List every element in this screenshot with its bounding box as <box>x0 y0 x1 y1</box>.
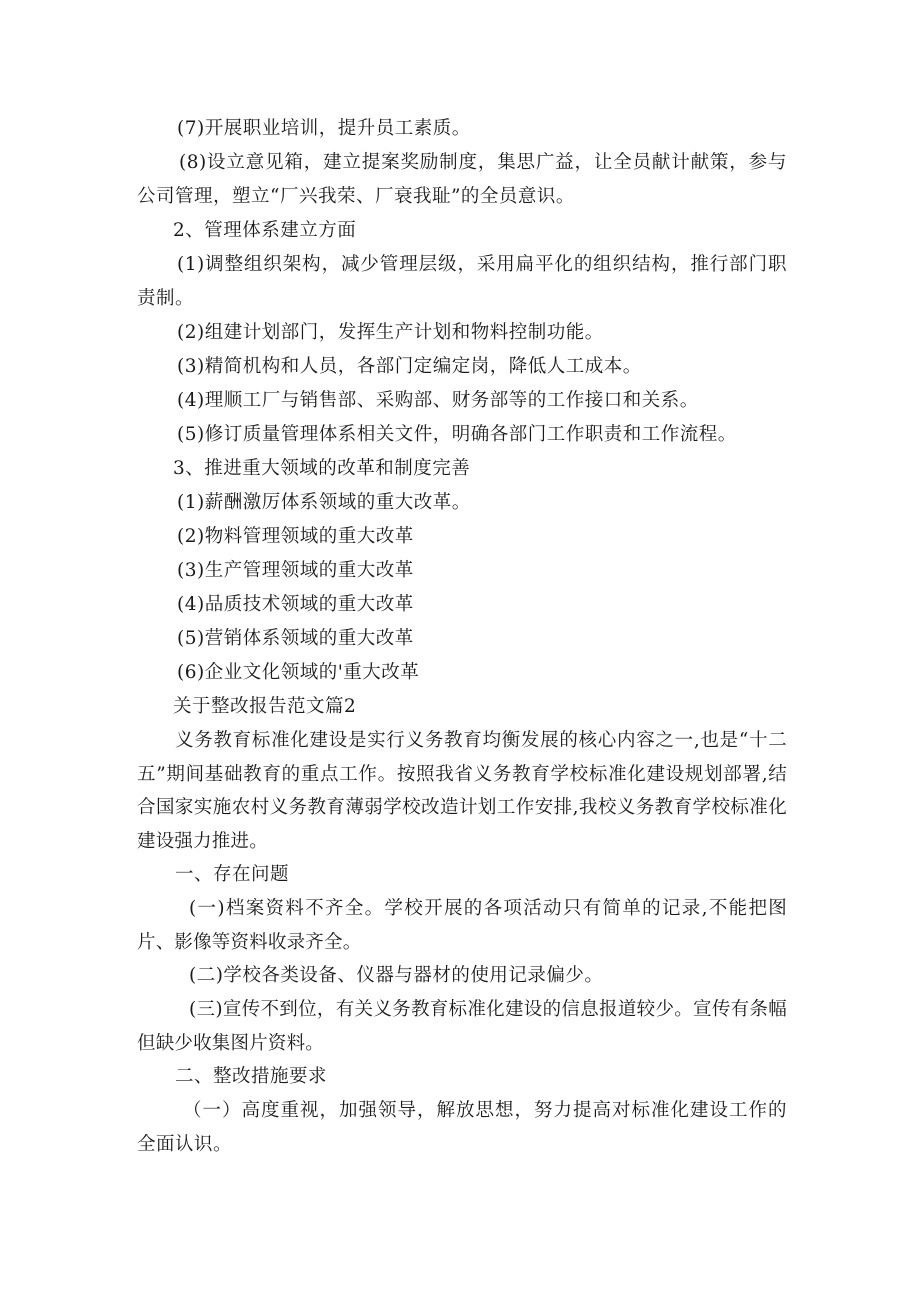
section-heading-existing-problems: 一、存在问题 <box>175 864 290 885</box>
measure-item-1: （一）高度重视，加强领导，解放思想，努力提高对标准化建设工作的全面认识。 <box>137 1100 787 1155</box>
intro-paragraph: 义务教育标准化建设是实行义务教育均衡发展的核心内容之一,也是“十二五”期间基础教育的重点工作。按照我省义务教育学校标准化建设规划部署,结合国家实施农村义务教育薄弱学校改造计划工作安排,我校义务教育学校标准化建设强力推进。 <box>137 730 787 852</box>
reform-item-2: (2)物料管理领域的重大改革 <box>177 526 414 547</box>
document-body <box>137 112 787 1162</box>
paragraph-item-3: (3)精简机构和人员，各部门定编定岗，降低人工成本。 <box>177 356 642 377</box>
problem-item-3: (三)宣传不到位，有关义务教育标准化建设的信息报道较少。宣传有条幅但缺少收集图片资料。 <box>137 999 787 1054</box>
paragraph-item-7: (7)开展职业培训，提升员工素质。 <box>177 118 471 139</box>
reform-item-3: (3)生产管理领域的重大改革 <box>177 560 414 581</box>
section-heading-rectification-measures: 二、整改措施要求 <box>175 1066 328 1087</box>
reform-item-4: (4)品质技术领域的重大改革 <box>177 594 414 615</box>
article-title-2: 关于整改报告范文篇2 <box>173 696 357 717</box>
reform-item-6: (6)企业文化领域的'重大改革 <box>177 662 420 683</box>
section-heading-major-reforms: 3、推进重大领域的改革和制度完善 <box>173 458 471 479</box>
section-heading-management-system: 2、管理体系建立方面 <box>173 220 357 241</box>
paragraph-item-5: (5)修订质量管理体系相关文件，明确各部门工作职责和工作流程。 <box>177 424 737 445</box>
reform-item-5: (5)营销体系领域的重大改革 <box>177 628 414 649</box>
paragraph-item-8: (8)设立意见箱，建立提案奖励制度，集思广益，让全员献计献策，参与公司管理，塑立“厂兴我荣、厂衰我耻”的全员意识。 <box>137 152 787 207</box>
paragraph-item-4: (4)理顺工厂与销售部、采购部、财务部等的工作接口和关系。 <box>177 390 699 411</box>
problem-item-2: (二)学校各类设备、仪器与器材的使用记录偏少。 <box>189 965 604 986</box>
paragraph-item-2: (2)组建计划部门，发挥生产计划和物料控制功能。 <box>177 322 604 343</box>
reform-item-1: (1)薪酬激厉体系领域的重大改革。 <box>177 492 471 513</box>
paragraph-item-1: (1)调整组织架构，减少管理层级，采用扁平化的组织结构，推行部门职责制。 <box>137 254 787 309</box>
problem-item-1: (一)档案资料不齐全。学校开展的各项活动只有简单的记录,不能把图片、影像等资料收录齐全。 <box>137 898 787 953</box>
